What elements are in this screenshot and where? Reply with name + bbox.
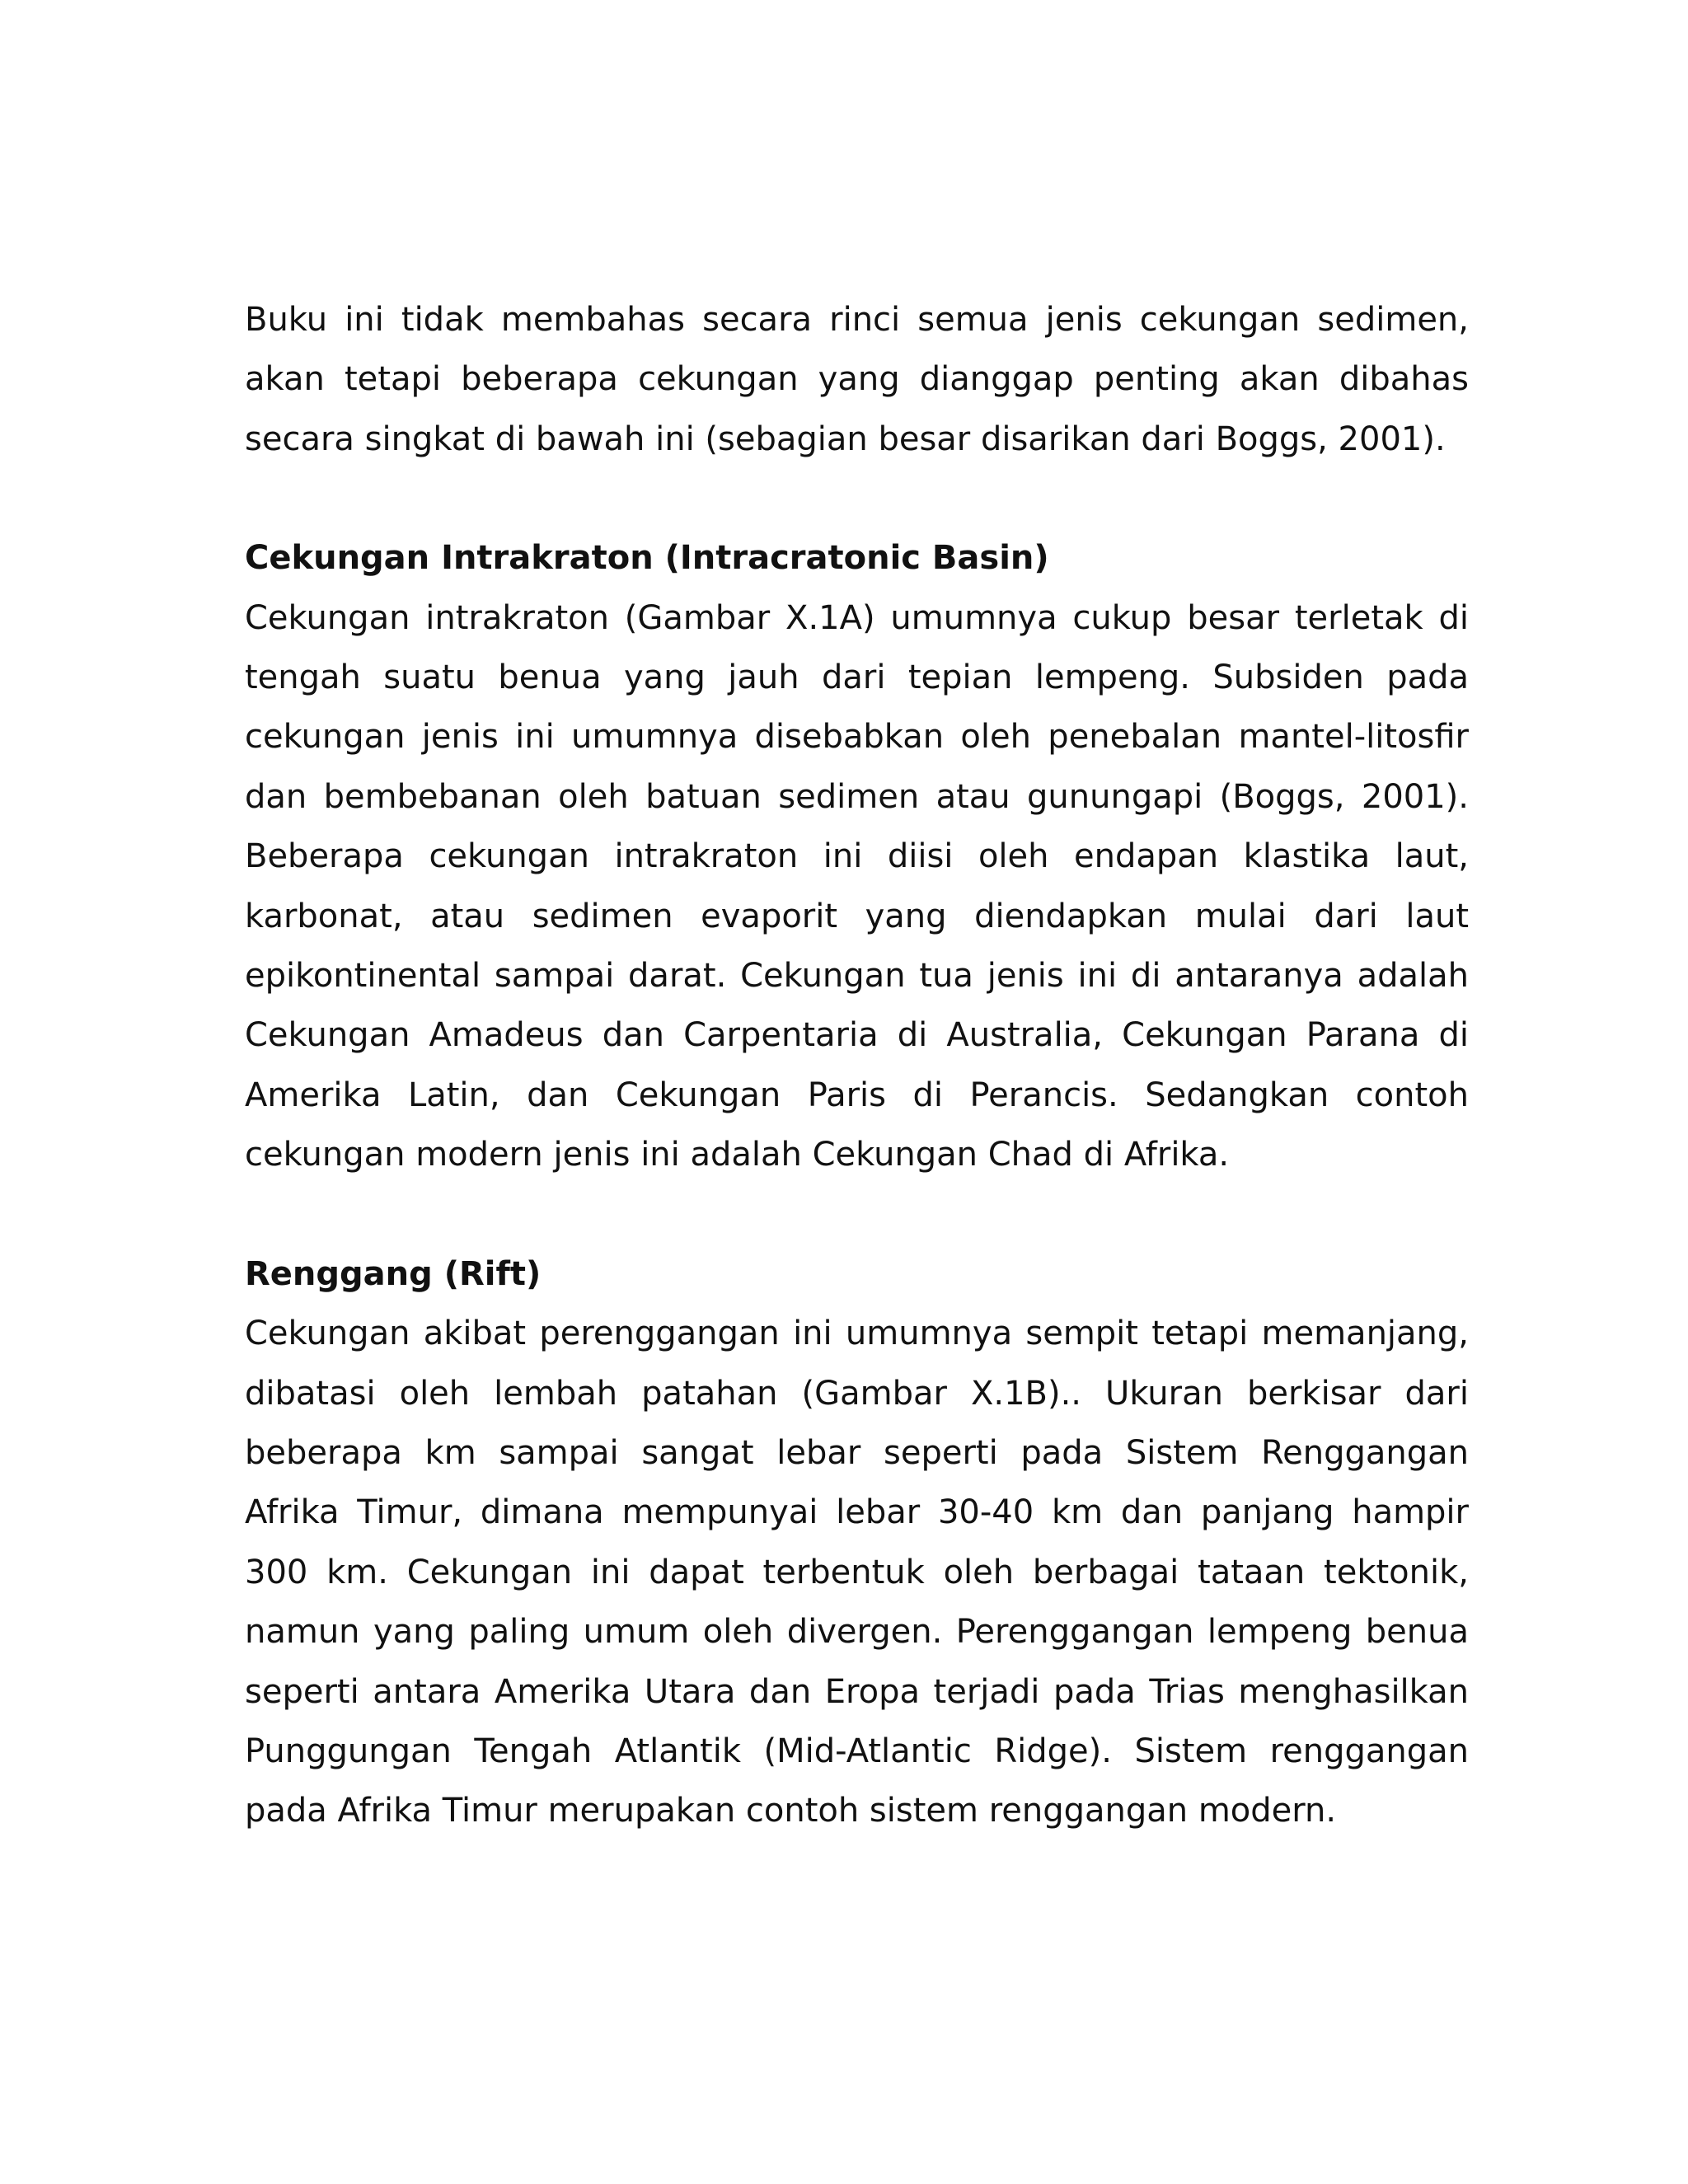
section-body-rift: Cekungan akibat perenggangan ini umumnya sempit tetapi memanjang, dibatasi oleh lembah patahan (Gambar X.1B).. Ukuran berkisar dari beberapa km sampai sangat lebar seperti pada Sistem Renggangan Afrika Timur, dimana mempunyai lebar 30-40 km dan panjang hampir 300 km. Cekungan ini dapat terbentuk oleh berbagai tataan tektonik, namun yang paling umum oleh divergen. Perenggangan lempeng benua seperti antara Amerika Utara dan Eropa terjadi pada Trias menghasilkan Punggungan Tengah Atlantik (Mid-Atlantic Ridge). Sistem renggangan pada Afrika Timur merupakan contoh sistem renggangan modern. (245, 1315, 1469, 1830)
section-spacer (245, 469, 1469, 528)
intro-paragraph: Buku ini tidak membahas secara rinci semua jenis cekungan sedimen, akan tetapi beberapa cekungan yang dianggap penting akan dibahas secara singkat di bawah ini (sebagian besar disarikan dari Boggs, 2001). (245, 301, 1469, 458)
section-body-intracratonic: Cekungan intrakraton (Gambar X.1A) umumnya cukup besar terletak di tengah suatu benua yang jauh dari tepian lempeng. Subsiden pada cekungan jenis ini umumnya disebabkan oleh penebalan mantel-litosfir dan bembebanan oleh batuan sedimen atau gunungapi (Boggs, 2001). Beberapa cekungan intrakraton ini diisi oleh endapan klastika laut, karbonat, atau sedimen evaporit yang diendapkan mulai dari laut epikontinental sampai darat. Cekungan tua jenis ini di antaranya adalah Cekungan Amadeus dan Carpentaria di Australia, Cekungan Parana di Amerika Latin, dan Cekungan Paris di Perancis. Sedangkan contoh cekungan modern jenis ini adalah Cekungan Chad di Afrika. (245, 598, 1469, 1174)
document-page (245, 290, 1469, 1841)
section-spacer (245, 1185, 1469, 1244)
section-heading-rift: Renggang (Rift) (245, 1254, 542, 1293)
section-heading-intracratonic: Cekungan Intrakraton (Intracratonic Basin) (245, 539, 1049, 578)
